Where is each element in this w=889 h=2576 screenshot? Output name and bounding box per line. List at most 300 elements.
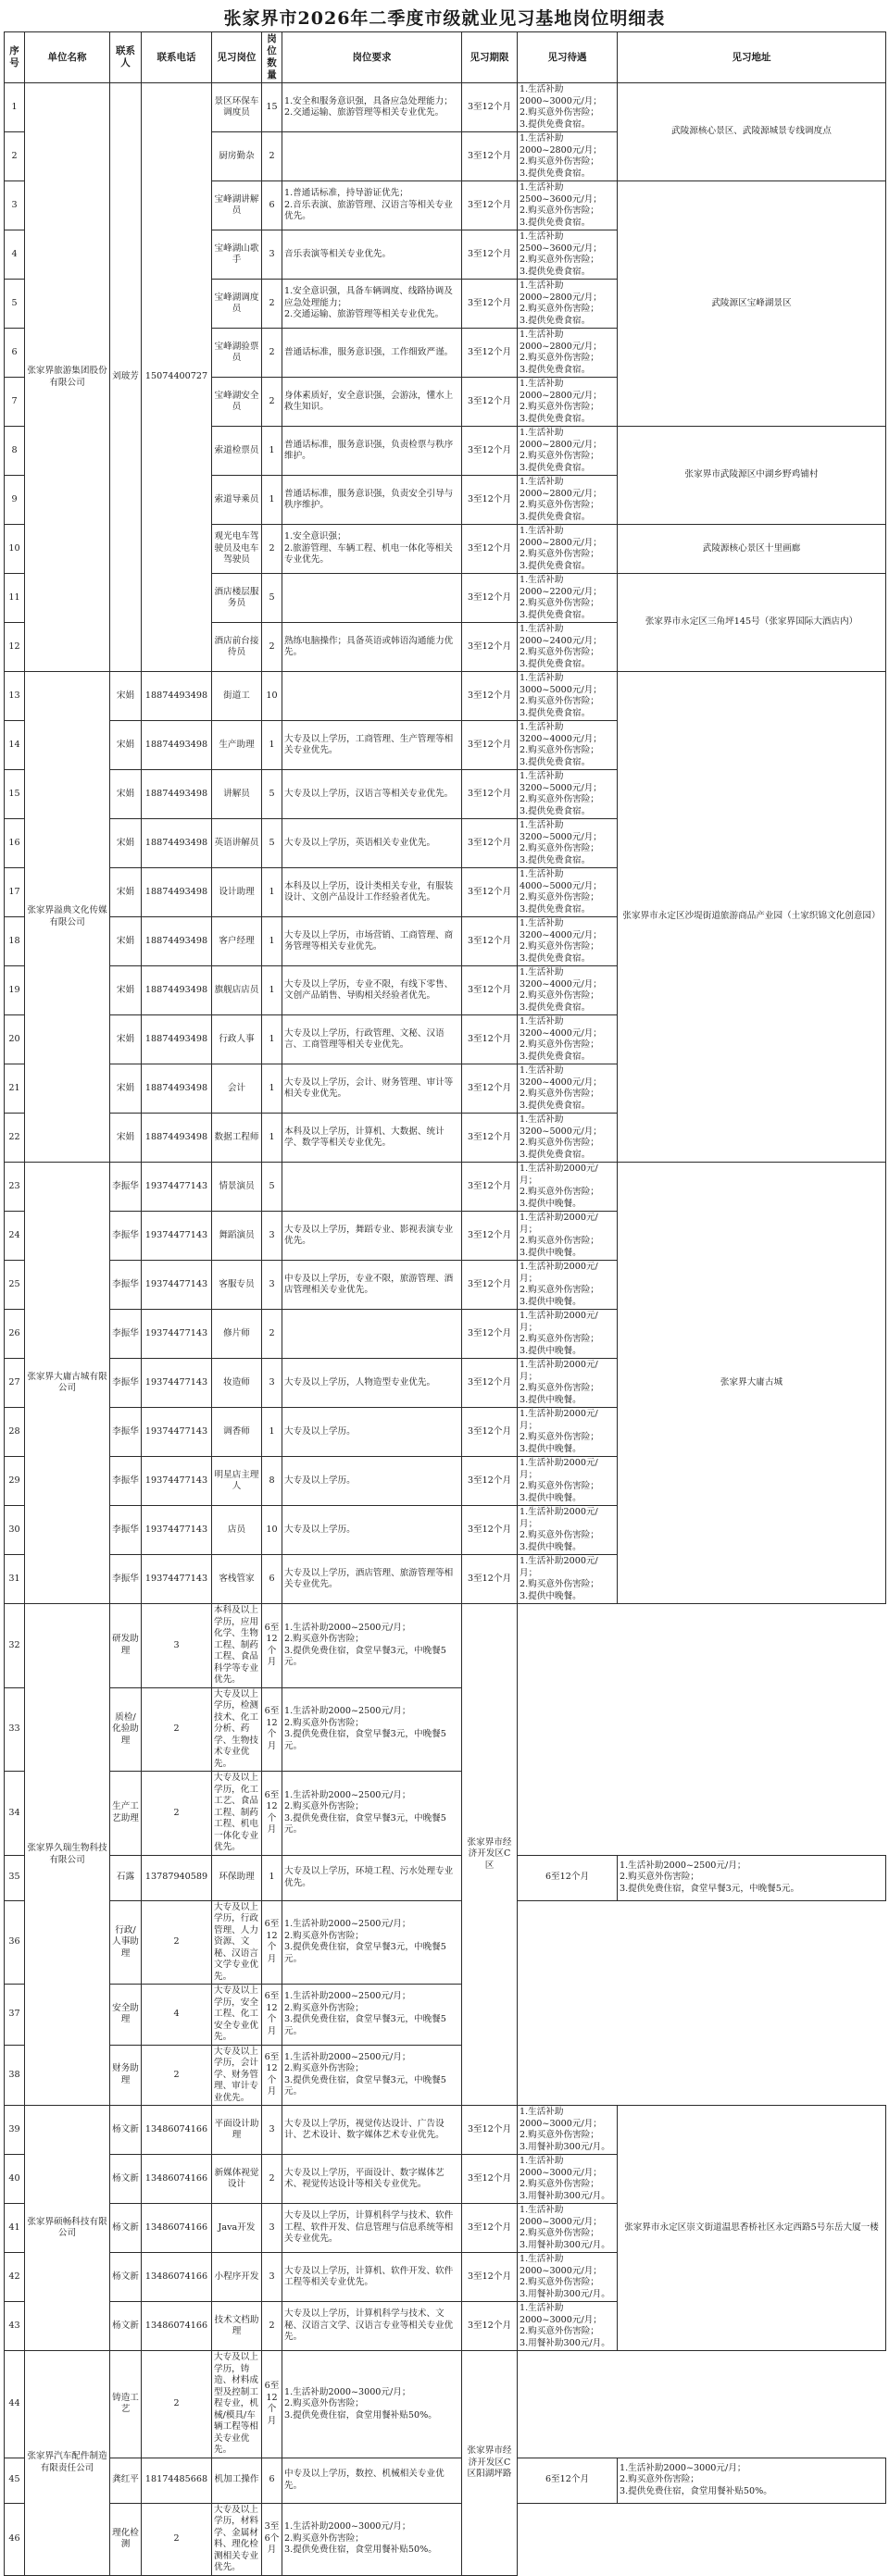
contact-phone: 19374477143 [142, 1555, 212, 1604]
table-row [5, 1163, 886, 1212]
job-term: 3至12个月 [462, 1212, 518, 1261]
job-benefits: 1.生活补助2000元/月； 2.购买意外伤害险； 3.提供中晚餐。 [518, 1506, 618, 1555]
unit-name: 张家界久瑞生物科技有限公司 [25, 1604, 110, 2106]
job-address: 张家界市武陵源区中湖乡野鸡铺村 [618, 427, 886, 525]
job-requirements: 音乐表演等相关专业优先。 [282, 230, 462, 280]
job-count: 10 [262, 1506, 282, 1555]
job-title: 酒店前台接待员 [212, 623, 262, 672]
job-count: 6 [262, 1555, 282, 1604]
job-title: 小程序开发 [212, 2253, 262, 2302]
row-seq: 40 [5, 2155, 25, 2204]
job-term: 3至12个月 [462, 868, 518, 917]
row-seq: 19 [5, 966, 25, 1015]
job-address: 张家界市永定区三角坪145号（张家界国际大酒店内） [618, 574, 886, 672]
job-count: 1 [262, 917, 282, 966]
job-benefits: 1.生活补助2000~2500元/月； 2.购买意外伤害险； 3.提供免费住宿，食堂早餐3元，中晚餐5元。 [282, 1604, 462, 1688]
job-term: 6至12个月 [262, 1772, 282, 1856]
job-benefits: 1.生活补助2000~2800元/月； 2.购买意外伤害险； 3.提供免费食宿。 [518, 132, 618, 181]
job-count: 2 [262, 623, 282, 672]
job-title: 铸造工艺 [110, 2351, 142, 2458]
job-term: 6至12个月 [262, 2045, 282, 2106]
job-title: 索道检票员 [212, 427, 262, 476]
header-contact: 联系人 [110, 32, 142, 83]
job-term: 3至12个月 [462, 2253, 518, 2302]
unit-name: 张家界大庸古城有限公司 [25, 1163, 110, 1604]
job-term: 3至12个月 [462, 132, 518, 181]
job-detail-table [4, 31, 886, 2576]
job-count: 1 [262, 427, 282, 476]
job-term: 3至12个月 [462, 574, 518, 623]
row-seq: 46 [5, 2503, 25, 2575]
job-benefits: 1.生活补助2000元/月； 2.购买意外伤害险； 3.提供中晚餐。 [518, 1555, 618, 1604]
job-requirements: 普通话标准，服务意识强，负责检票与秩序维护。 [282, 427, 462, 476]
job-title: 讲解员 [212, 770, 262, 819]
contact-phone: 19374477143 [142, 1163, 212, 1212]
contact-phone: 18874493498 [142, 672, 212, 721]
job-benefits: 1.生活补助3200~5000元/月； 2.购买意外伤害险； 3.提供免费食宿。 [518, 1114, 618, 1163]
job-requirements: 大专及以上学历，市场营销、工商管理、商务管理等相关专业优先。 [282, 917, 462, 966]
job-title: 街道工 [212, 672, 262, 721]
job-benefits: 1.生活补助2000元/月； 2.购买意外伤害险； 3.提供中晚餐。 [518, 1212, 618, 1261]
job-benefits: 1.生活补助3200~5000元/月； 2.购买意外伤害险； 3.提供免费食宿。 [518, 770, 618, 819]
job-title: 调香师 [212, 1408, 262, 1457]
job-benefits: 1.生活补助2000~3000元/月； 2.购买意外伤害险； 3.用餐补助300元/月。 [518, 2106, 618, 2155]
job-term: 3至12个月 [462, 966, 518, 1015]
row-seq: 7 [5, 378, 25, 427]
job-requirements: 中专及以上学历，专业不限，旅游管理、酒店管理相关专业优先。 [282, 1261, 462, 1310]
job-benefits: 1.生活补助2000~2500元/月； 2.购买意外伤害险； 3.提供免费住宿，食堂早餐3元，中晚餐5元。 [282, 1900, 462, 1985]
job-term: 6至12个月 [262, 1900, 282, 1985]
job-benefits: 1.生活补助2000~2800元/月； 2.购买意外伤害险； 3.提供免费食宿。 [518, 427, 618, 476]
job-title: 平面设计助理 [212, 2106, 262, 2155]
contact-phone: 18874493498 [142, 770, 212, 819]
job-benefits: 1.生活补助2000元/月； 2.购买意外伤害险； 3.提供中晚餐。 [518, 1359, 618, 1408]
job-term: 3至12个月 [462, 378, 518, 427]
row-seq: 39 [5, 2106, 25, 2155]
job-requirements: 熟练电脑操作；具备英语或韩语沟通能力优先。 [282, 623, 462, 672]
row-seq: 6 [5, 329, 25, 378]
job-term: 3至12个月 [462, 917, 518, 966]
job-term: 3至12个月 [462, 329, 518, 378]
job-title: 研发助理 [110, 1604, 142, 1688]
row-seq: 28 [5, 1408, 25, 1457]
job-term: 3至12个月 [462, 2155, 518, 2204]
job-benefits: 1.生活补助2000~2800元/月； 2.购买意外伤害险； 3.提供免费食宿。 [518, 525, 618, 574]
job-requirements: 大专及以上学历，汉语言等相关专业优先。 [282, 770, 462, 819]
job-term: 3至12个月 [462, 2204, 518, 2253]
job-count: 2 [262, 132, 282, 181]
job-count: 2 [142, 1900, 212, 1985]
job-title: 厨房勤杂 [212, 132, 262, 181]
contact-person: 李振华 [110, 1555, 142, 1604]
job-title: 技术文档助理 [212, 2302, 262, 2351]
job-title: 环保助理 [212, 1855, 262, 1900]
job-requirements: 大专及以上学历，行政管理、文秘、汉语言、工商管理等相关专业优先。 [282, 1015, 462, 1064]
job-term: 3至12个月 [462, 2106, 518, 2155]
job-requirements: 大专及以上学历，平面设计、数字媒体艺术、视觉传达设计等相关专业优先。 [282, 2155, 462, 2204]
job-term: 6至12个月 [518, 1855, 618, 1900]
document-title: 张家界市2026年二季度市级就业见习基地岗位明细表 [223, 8, 666, 29]
job-title: 宝峰湖调度员 [212, 280, 262, 329]
job-count: 2 [142, 2503, 212, 2575]
contact-phone: 18874493498 [142, 721, 212, 770]
job-term: 3至12个月 [462, 1163, 518, 1212]
job-requirements: 大专及以上学历，计算机科学与技术、软件工程、软件开发、信息管理与信息系统等相关专业优先。 [282, 2204, 462, 2253]
job-count: 1 [262, 1015, 282, 1064]
job-benefits: 1.生活补助2000~3000元/月； 2.购买意外伤害险； 3.用餐补助300元/月。 [518, 2204, 618, 2253]
job-requirements: 大专及以上学历，计算机科学与技术、文秘、汉语言文学、汉语言专业等相关专业优先。 [282, 2302, 462, 2351]
row-seq: 27 [5, 1359, 25, 1408]
job-term: 3至12个月 [462, 1261, 518, 1310]
contact-person: 杨文新 [110, 2253, 142, 2302]
job-title: 索道导乘员 [212, 476, 262, 525]
job-count: 10 [262, 672, 282, 721]
job-requirements: 大专及以上学历，视觉传达设计、广告设计、艺术设计、数字媒体艺术专业优先。 [282, 2106, 462, 2155]
row-seq: 37 [5, 1985, 25, 2046]
job-benefits: 1.生活补助2000~3000元/月； 2.购买意外伤害险； 3.提供免费住宿，食堂用餐补贴50%。 [282, 2351, 462, 2458]
job-term: 3至12个月 [462, 1457, 518, 1506]
job-benefits: 1.生活补助2000~2800元/月； 2.购买意外伤害险； 3.提供免费食宿。 [518, 378, 618, 427]
contact-phone: 18174485668 [142, 2458, 212, 2503]
contact-phone: 18874493498 [142, 1015, 212, 1064]
contact-phone: 19374477143 [142, 1506, 212, 1555]
job-count: 8 [262, 1457, 282, 1506]
job-benefits: 1.生活补助2000~2500元/月； 2.购买意外伤害险； 3.提供免费住宿，食堂早餐3元，中晚餐5元。 [618, 1855, 886, 1900]
job-address: 张家界大庸古城 [618, 1163, 886, 1604]
job-title: 客栈管家 [212, 1555, 262, 1604]
contact-phone: 18874493498 [142, 1064, 212, 1114]
contact-person: 李振华 [110, 1212, 142, 1261]
job-title: Java开发 [212, 2204, 262, 2253]
table-row [5, 2503, 886, 2575]
job-title: 酒店楼层服务员 [212, 574, 262, 623]
job-title: 财务助理 [110, 2045, 142, 2106]
job-requirements: 大专及以上学历。 [282, 1408, 462, 1457]
job-address: 张家界市永定区崇文街道温思香桥社区永定西路5号东岳大厦一楼 [618, 2106, 886, 2351]
row-seq: 26 [5, 1310, 25, 1359]
row-seq: 12 [5, 623, 25, 672]
job-title: 修片师 [212, 1310, 262, 1359]
contact-person: 宋娟 [110, 770, 142, 819]
row-seq: 36 [5, 1900, 25, 1985]
job-count: 1 [262, 966, 282, 1015]
contact-person: 宋娟 [110, 1114, 142, 1163]
job-term: 3至12个月 [462, 721, 518, 770]
table-row [5, 1900, 886, 1985]
job-term: 3至12个月 [462, 181, 518, 230]
row-seq: 11 [5, 574, 25, 623]
job-requirements: 大专及以上学历，会计学、财务管理、审计专业优先。 [212, 2045, 262, 2106]
contact-person: 石露 [110, 1855, 142, 1900]
job-term: 3至12个月 [462, 1555, 518, 1604]
row-seq: 20 [5, 1015, 25, 1064]
contact-person: 杨文新 [110, 2302, 142, 2351]
job-count: 2 [262, 2302, 282, 2351]
row-seq: 32 [5, 1604, 25, 1688]
job-benefits: 1.生活补助2000元/月； 2.购买意外伤害险； 3.提供中晚餐。 [518, 1310, 618, 1359]
job-requirements: 本科及以上学历，设计类相关专业，有服装设计、文创产品设计工作经验者优先。 [282, 868, 462, 917]
contact-phone: 18874493498 [142, 917, 212, 966]
job-title: 宝峰湖山歌手 [212, 230, 262, 280]
job-benefits: 1.生活补助3200~4000元/月； 2.购买意外伤害险； 3.提供免费食宿。 [518, 721, 618, 770]
row-seq: 29 [5, 1457, 25, 1506]
job-title: 明星店主理人 [212, 1457, 262, 1506]
job-count: 3 [262, 2204, 282, 2253]
job-benefits: 1.生活补助2000~2800元/月； 2.购买意外伤害险； 3.提供免费食宿。 [518, 476, 618, 525]
job-count: 15 [262, 83, 282, 132]
job-benefits: 1.生活补助2000~2500元/月； 2.购买意外伤害险； 3.提供免费住宿，食堂早餐3元，中晚餐5元。 [282, 1772, 462, 1856]
contact-phone: 13486074166 [142, 2302, 212, 2351]
row-seq: 22 [5, 1114, 25, 1163]
table-row [5, 2106, 886, 2155]
job-count: 3 [142, 1604, 212, 1688]
job-requirements [282, 132, 462, 181]
job-requirements: 大专及以上学历，环境工程、污水处理专业优先。 [282, 1855, 462, 1900]
contact-person: 李振华 [110, 1506, 142, 1555]
row-seq: 21 [5, 1064, 25, 1114]
contact-phone: 18874493498 [142, 966, 212, 1015]
row-seq: 13 [5, 672, 25, 721]
header-address: 见习地址 [618, 32, 886, 83]
job-requirements: 大专及以上学历，铸造、材料成型及控制工程专业，机械/模具/车辆工程等相关专业优先。 [212, 2351, 262, 2458]
contact-person: 龚红平 [110, 2458, 142, 2503]
job-benefits: 1.生活补助2000~3000元/月； 2.购买意外伤害险； 3.用餐补助300元/月。 [518, 2253, 618, 2302]
job-count: 2 [142, 2351, 212, 2458]
job-benefits: 1.生活补助2000~2500元/月； 2.购买意外伤害险； 3.提供免费住宿，食堂早餐3元，中晚餐5元。 [282, 2045, 462, 2106]
row-seq: 31 [5, 1555, 25, 1604]
contact-phone: 15074400727 [142, 83, 212, 672]
row-seq: 1 [5, 83, 25, 132]
header-row [5, 32, 886, 83]
job-requirements: 1.普通话标准，持导游证优先； 2.音乐表演、旅游管理、汉语言等相关专业优先。 [282, 181, 462, 230]
table-row [5, 2458, 886, 2503]
job-requirements: 大专及以上学历，行政管理、人力资源、文秘、汉语言文学专业优先。 [212, 1900, 262, 1985]
contact-person: 杨文新 [110, 2155, 142, 2204]
header-unit: 单位名称 [25, 32, 110, 83]
row-seq: 2 [5, 132, 25, 181]
job-requirements: 大专及以上学历，专业不限，有线下零售、文创产品销售、导购相关经验者优先。 [282, 966, 462, 1015]
contact-person: 宋娟 [110, 1064, 142, 1114]
row-seq: 38 [5, 2045, 25, 2106]
row-seq: 34 [5, 1772, 25, 1856]
job-count: 1 [262, 1408, 282, 1457]
job-title: 妆造师 [212, 1359, 262, 1408]
job-benefits: 1.生活补助2000元/月； 2.购买意外伤害险； 3.提供中晚餐。 [518, 1163, 618, 1212]
job-term: 6至12个月 [518, 2458, 618, 2503]
contact-phone: 13787940589 [142, 1855, 212, 1900]
job-benefits: 1.生活补助2000~2400元/月； 2.购买意外伤害险； 3.提供免费食宿。 [518, 623, 618, 672]
contact-person: 李振华 [110, 1359, 142, 1408]
job-term: 3至12个月 [462, 1506, 518, 1555]
job-requirements: 1.安全意识强，具备车辆调度、线路协调及应急处理能力； 2.交通运输、旅游管理等相关专业优先。 [282, 280, 462, 329]
job-title: 舞蹈演员 [212, 1212, 262, 1261]
row-seq: 3 [5, 181, 25, 230]
header-term: 见习期限 [462, 32, 518, 83]
job-term: 3至12个月 [462, 1015, 518, 1064]
table-row [5, 2351, 886, 2458]
job-term: 3至12个月 [462, 83, 518, 132]
row-seq: 14 [5, 721, 25, 770]
row-seq: 4 [5, 230, 25, 280]
contact-person: 宋娟 [110, 721, 142, 770]
job-title: 客服专员 [212, 1261, 262, 1310]
contact-phone: 13486074166 [142, 2253, 212, 2302]
table-body [5, 83, 886, 2576]
job-requirements: 大专及以上学历，会计、财务管理、审计等相关专业优先。 [282, 1064, 462, 1114]
job-title: 数据工程师 [212, 1114, 262, 1163]
contact-phone: 19374477143 [142, 1310, 212, 1359]
job-count: 6 [262, 2458, 282, 2503]
header-seq: 序号 [5, 32, 25, 83]
job-address: 武陵源核心景区、武陵源城景专线调度点 [618, 83, 886, 181]
job-count: 2 [262, 2155, 282, 2204]
job-requirements [282, 574, 462, 623]
job-term: 3至12个月 [462, 770, 518, 819]
contact-person: 宋娟 [110, 672, 142, 721]
job-benefits: 1.生活补助2000元/月； 2.购买意外伤害险； 3.提供中晚餐。 [518, 1457, 618, 1506]
row-seq: 44 [5, 2351, 25, 2458]
job-count: 5 [262, 1163, 282, 1212]
job-address: 张家界市永定区沙堤街道旅游商品产业园（土家织锦文化创意园） [618, 672, 886, 1163]
contact-phone: 19374477143 [142, 1457, 212, 1506]
job-title: 生产工艺助理 [110, 1772, 142, 1856]
job-count: 3 [262, 2106, 282, 2155]
contact-person: 李振华 [110, 1457, 142, 1506]
table-row [5, 83, 886, 132]
contact-phone: 19374477143 [142, 1261, 212, 1310]
contact-person: 李振华 [110, 1163, 142, 1212]
job-count: 1 [262, 476, 282, 525]
job-requirements: 普通话标准，服务意识强，负责安全引导与秩序维护。 [282, 476, 462, 525]
job-term: 3至12个月 [462, 476, 518, 525]
job-requirements: 大专及以上学历。 [282, 1506, 462, 1555]
job-requirements: 本科及以上学历，应用化学、生物工程、制药工程、食品科学等专业优先。 [212, 1604, 262, 1688]
job-requirements: 本科及以上学历，计算机、大数据、统计学、数学等相关专业优先。 [282, 1114, 462, 1163]
job-benefits: 1.生活补助2500~3600元/月； 2.购买意外伤害险； 3.提供免费食宿。 [518, 230, 618, 280]
job-title: 观光电车驾驶员及电车驾驶员 [212, 525, 262, 574]
job-benefits: 1.生活补助3200~4000元/月； 2.购买意外伤害险； 3.提供免费食宿。 [518, 966, 618, 1015]
header-count: 岗位数量 [262, 32, 282, 83]
header-benefits: 见习待遇 [518, 32, 618, 83]
job-benefits: 1.生活补助2000~2800元/月； 2.购买意外伤害险； 3.提供免费食宿。 [518, 280, 618, 329]
job-requirements: 大专及以上学历，人物造型专业优先。 [282, 1359, 462, 1408]
job-term: 3至12个月 [462, 672, 518, 721]
row-seq: 18 [5, 917, 25, 966]
job-count: 2 [142, 2045, 212, 2106]
row-seq: 41 [5, 2204, 25, 2253]
job-title: 宝峰湖安全员 [212, 378, 262, 427]
job-count: 6 [262, 181, 282, 230]
job-term: 3至12个月 [462, 2302, 518, 2351]
job-title: 景区环保车调度员 [212, 83, 262, 132]
job-requirements: 大专及以上学历，安全工程、化工安全专业优先。 [212, 1985, 262, 2046]
job-benefits: 1.生活补助3200~4000元/月； 2.购买意外伤害险； 3.提供免费食宿。 [518, 1064, 618, 1114]
contact-person: 杨文新 [110, 2204, 142, 2253]
row-seq: 45 [5, 2458, 25, 2503]
contact-person: 刘玻芳 [110, 83, 142, 672]
job-requirements: 大专及以上学历，材料学、金属材料、理化检测相关专业优先。 [212, 2503, 262, 2575]
job-count: 2 [262, 329, 282, 378]
job-address: 张家界市经济开发区C区阳湖坪路 [462, 2351, 518, 2576]
job-title: 机加工操作 [212, 2458, 262, 2503]
job-title: 店员 [212, 1506, 262, 1555]
job-address: 张家界市经济开发区C区 [462, 1604, 518, 2106]
header-requirements: 岗位要求 [282, 32, 462, 83]
row-seq: 33 [5, 1687, 25, 1772]
unit-name: 张家界溢典文化传媒有限公司 [25, 672, 110, 1163]
job-address: 武陵源区宝峰湖景区 [618, 181, 886, 427]
job-term: 6至12个月 [262, 1985, 282, 2046]
job-term: 3至12个月 [462, 427, 518, 476]
contact-person: 李振华 [110, 1310, 142, 1359]
job-count: 2 [142, 1687, 212, 1772]
row-seq: 43 [5, 2302, 25, 2351]
job-term: 3至6个月 [262, 2503, 282, 2575]
job-benefits: 1.生活补助2000~2500元/月； 2.购买意外伤害险； 3.提供免费住宿，食堂早餐3元，中晚餐5元。 [282, 1687, 462, 1772]
job-title: 旗舰店店员 [212, 966, 262, 1015]
job-title: 新媒体视觉设计 [212, 2155, 262, 2204]
job-title: 行政/人事助理 [110, 1900, 142, 1985]
job-requirements: 大专及以上学历，舞蹈专业、影视表演专业优先。 [282, 1212, 462, 1261]
contact-person: 宋娟 [110, 1015, 142, 1064]
job-requirements [282, 1310, 462, 1359]
job-count: 3 [262, 230, 282, 280]
job-benefits: 1.生活补助2000~2800元/月； 2.购买意外伤害险； 3.提供免费食宿。 [518, 329, 618, 378]
table-row [5, 2045, 886, 2106]
contact-phone: 19374477143 [142, 1212, 212, 1261]
job-term: 6至12个月 [262, 1687, 282, 1772]
job-requirements: 大专及以上学历，英语相关专业优先。 [282, 819, 462, 868]
job-count: 3 [262, 1212, 282, 1261]
job-benefits: 1.生活补助2000元/月； 2.购买意外伤害险； 3.提供中晚餐。 [518, 1261, 618, 1310]
job-benefits: 1.生活补助2000~3000元/月； 2.购买意外伤害险； 3.提供免费住宿，食堂用餐补贴50%。 [618, 2458, 886, 2503]
job-title: 质检/化验助理 [110, 1687, 142, 1772]
unit-name: 张家界汽车配件制造有限责任公司 [25, 2351, 110, 2576]
job-requirements: 1.安全和服务意识强，具备应急处理能力； 2.交通运输、旅游管理等相关专业优先。 [282, 83, 462, 132]
job-title: 情景演员 [212, 1163, 262, 1212]
contact-phone: 13486074166 [142, 2204, 212, 2253]
contact-person: 杨文新 [110, 2106, 142, 2155]
row-seq: 16 [5, 819, 25, 868]
job-count: 2 [262, 378, 282, 427]
job-title: 宝峰湖验票员 [212, 329, 262, 378]
job-count: 2 [262, 280, 282, 329]
job-term: 6至12个月 [262, 1604, 282, 1688]
row-seq: 15 [5, 770, 25, 819]
row-seq: 25 [5, 1261, 25, 1310]
header-job: 见习岗位 [212, 32, 262, 83]
row-seq: 9 [5, 476, 25, 525]
contact-person: 宋娟 [110, 917, 142, 966]
contact-phone: 18874493498 [142, 868, 212, 917]
job-term: 3至12个月 [462, 1310, 518, 1359]
job-benefits: 1.生活补助2000~3000元/月； 2.购买意外伤害险； 3.提供免费食宿。 [518, 83, 618, 132]
job-title: 客户经理 [212, 917, 262, 966]
job-benefits: 1.生活补助2000元/月； 2.购买意外伤害险； 3.提供中晚餐。 [518, 1408, 618, 1457]
job-term: 3至12个月 [462, 525, 518, 574]
job-count: 1 [262, 868, 282, 917]
row-seq: 30 [5, 1506, 25, 1555]
job-count: 1 [262, 1064, 282, 1114]
job-term: 3至12个月 [462, 1359, 518, 1408]
job-term: 3至12个月 [462, 819, 518, 868]
job-benefits: 1.生活补助2000~3000元/月； 2.购买意外伤害险； 3.用餐补助300元/月。 [518, 2155, 618, 2204]
job-requirements: 大专及以上学历，检测技术、化工分析、药学、生物技术专业优先。 [212, 1687, 262, 1772]
job-requirements [282, 672, 462, 721]
job-benefits: 1.生活补助3000~5000元/月； 2.购买意外伤害险； 3.提供免费食宿。 [518, 672, 618, 721]
job-requirements: 大专及以上学历，计算机、软件开发、软件工程等相关专业优先。 [282, 2253, 462, 2302]
job-title: 设计助理 [212, 868, 262, 917]
